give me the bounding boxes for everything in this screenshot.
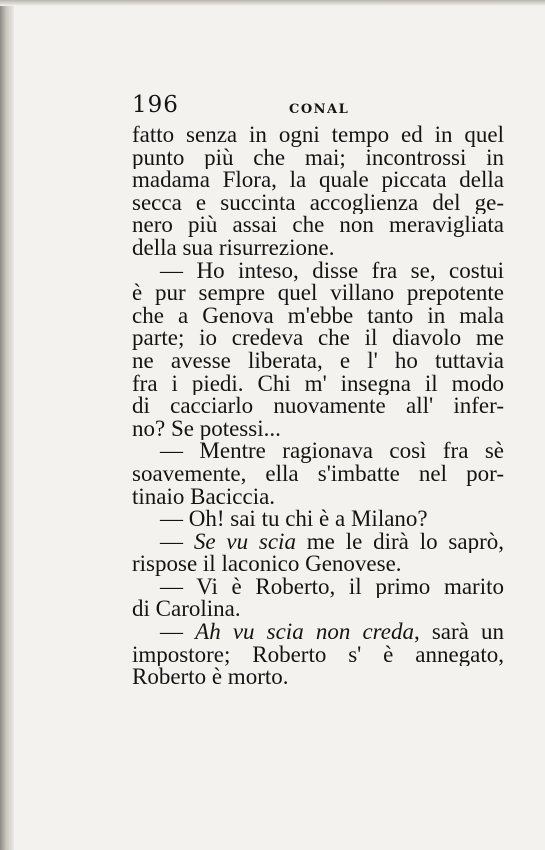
text-line: impostore; Roberto s' è annegato, (132, 643, 504, 667)
text-line: no? Se potessi... (132, 417, 281, 441)
body-text (132, 124, 504, 689)
text-line-suffix: , sarà un (413, 621, 504, 644)
text-line: è pur sempre quel villano prepotente (132, 282, 504, 305)
text-line: tinaio Baciccia. (132, 485, 276, 509)
text-line: fatto senza in ogni tempo ed in quel (132, 124, 504, 147)
text-line: della sua risurrezione. (132, 236, 335, 260)
text-line: — Mentre ragionava così fra sè (160, 440, 504, 463)
text-line-suffix: me le dirà lo saprò, (295, 530, 504, 554)
text-line: ne avesse liberata, e l' ho tuttavia (132, 349, 504, 373)
text-line: rispose il laconico Genovese. (132, 553, 402, 576)
text-line: madama Flora, la quale piccata della (132, 169, 504, 192)
text-line: soavemente, ella s'imbatte nel por- (132, 462, 504, 486)
text-line: punto più che mai; incontrossi in (132, 146, 504, 170)
text-line: — Ho inteso, disse fra se, costui (160, 259, 504, 283)
page-header (132, 92, 504, 124)
text-line-prefix: — (160, 530, 194, 554)
italic-dialect-phrase: Ah vu scia non creda (195, 621, 414, 644)
book-page (132, 92, 504, 689)
italic-dialect-phrase: Se vu scia (193, 530, 296, 554)
text-line: — Oh! sai tu chi è a Milano? (160, 508, 428, 531)
text-line: secca e succinta accoglienza del ge- (132, 191, 504, 215)
text-line: di Carolina. (132, 598, 241, 622)
text-line: Roberto è morto. (132, 666, 289, 689)
text-line: nero più assai che non meravigliata (132, 214, 504, 237)
text-line: — Vi è Roberto, il primo marito (160, 575, 504, 599)
text-line: parte; io credeva che il diavolo me (132, 327, 504, 350)
text-line: che a Genova m'ebbe tanto in mala (132, 304, 504, 328)
text-line: fra i piedi. Chi m' insegna il modo (132, 372, 504, 396)
scan-edge-left (0, 0, 14, 850)
page-number: 196 (132, 92, 179, 118)
text-line: di cacciarlo nuovamente all' infer- (132, 395, 504, 418)
scan-edge-top (0, 0, 545, 6)
text-line (132, 531, 504, 554)
text-line (132, 621, 504, 644)
running-head: CONAL (289, 102, 350, 117)
text-line-prefix: — (160, 621, 196, 644)
